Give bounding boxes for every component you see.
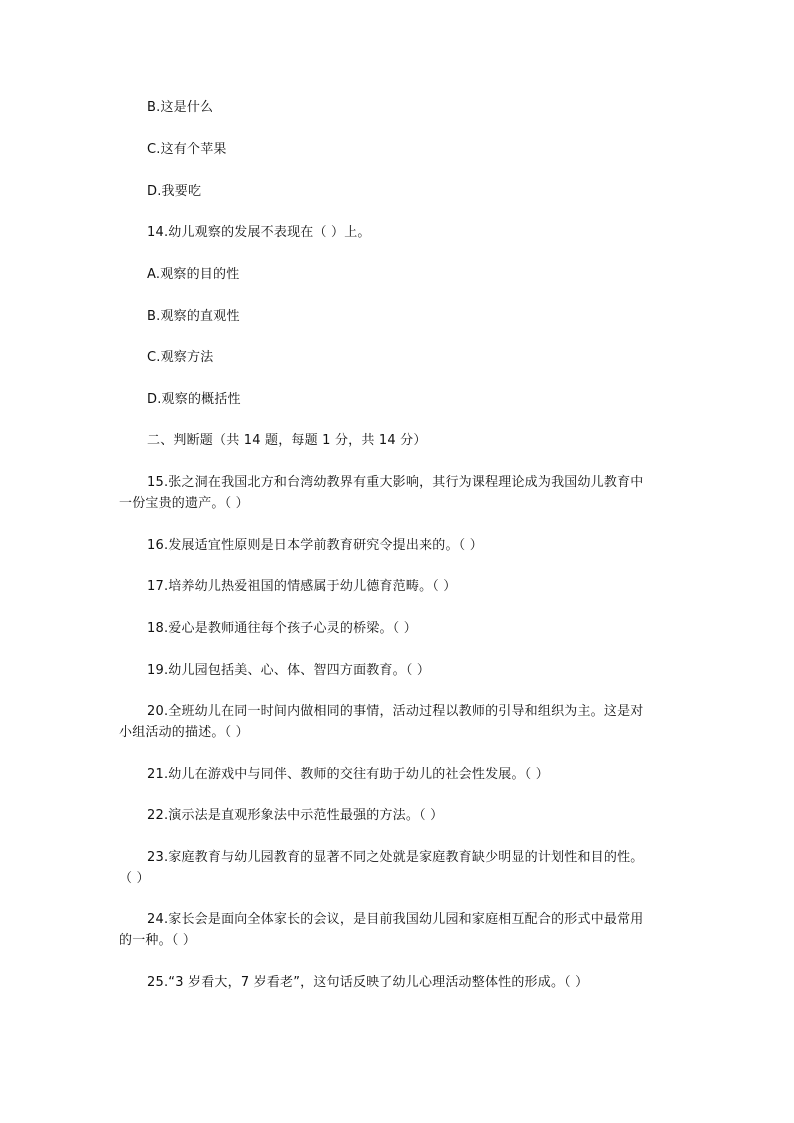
question-18: 18.爱心是教师通往每个孩子心灵的桥梁。（ ） (147, 621, 417, 636)
option-d-q13: D.我要吃 (147, 184, 202, 199)
question-23-line-1: 23.家庭教育与幼儿园教育的显著不同之处就是家庭教育缺少明显的计划性和目的性。 (147, 850, 644, 865)
option-c-q14: C.观察方法 (147, 350, 214, 365)
question-17: 17.培养幼儿热爱祖国的情感属于幼儿德育范畴。（ ） (147, 579, 457, 594)
question-21: 21.幼儿在游戏中与同伴、教师的交往有助于幼儿的社会性发展。（ ） (147, 767, 549, 782)
question-20-line-1: 20.全班幼儿在同一时间内做相同的事情，活动过程以教师的引导和组织为主。这是对 (147, 704, 644, 719)
option-d-q14: D.观察的概括性 (147, 392, 241, 407)
option-c-q13: C.这有个苹果 (147, 142, 227, 157)
question-24-line-1: 24.家长会是面向全体家长的会议，是目前我国幼儿园和家庭相互配合的形式中最常用 (147, 912, 644, 927)
question-24 (119, 909, 675, 951)
question-20 (119, 701, 675, 743)
question-25: 25.“3 岁看大，7 岁看老”，这句话反映了幼儿心理活动整体性的形成。（ ） (147, 975, 589, 990)
option-a-q14: A.观察的目的性 (147, 267, 240, 282)
question-22: 22.演示法是直观形象法中示范性最强的方法。（ ） (147, 808, 444, 823)
option-b-q14: B.观察的直观性 (147, 309, 240, 324)
question-19: 19.幼儿园包括美、心、体、智四方面教育。（ ） (147, 663, 431, 678)
question-23 (119, 847, 675, 889)
option-b-q13: B.这是什么 (147, 100, 214, 115)
question-20-line-2: 小组活动的描述。（ ） (119, 725, 249, 740)
question-14-stem: 14.幼儿观察的发展不表现在（ ）上。 (147, 225, 371, 240)
question-23-line-2: （ ） (119, 871, 150, 886)
question-15-line-1: 15.张之洞在我国北方和台湾幼教界有重大影响，其行为课程理论成为我国幼儿教育中 (147, 475, 644, 490)
section-heading-true-false: 二、判断题（共 14 题，每题 1 分，共 14 分） (147, 433, 427, 448)
question-16: 16.发展适宜性原则是日本学前教育研究令提出来的。（ ） (147, 538, 483, 553)
question-15 (119, 472, 675, 514)
question-15-line-2: 一份宝贵的遗产。（ ） (119, 496, 249, 511)
question-24-line-2: 的一种。（ ） (119, 933, 197, 948)
